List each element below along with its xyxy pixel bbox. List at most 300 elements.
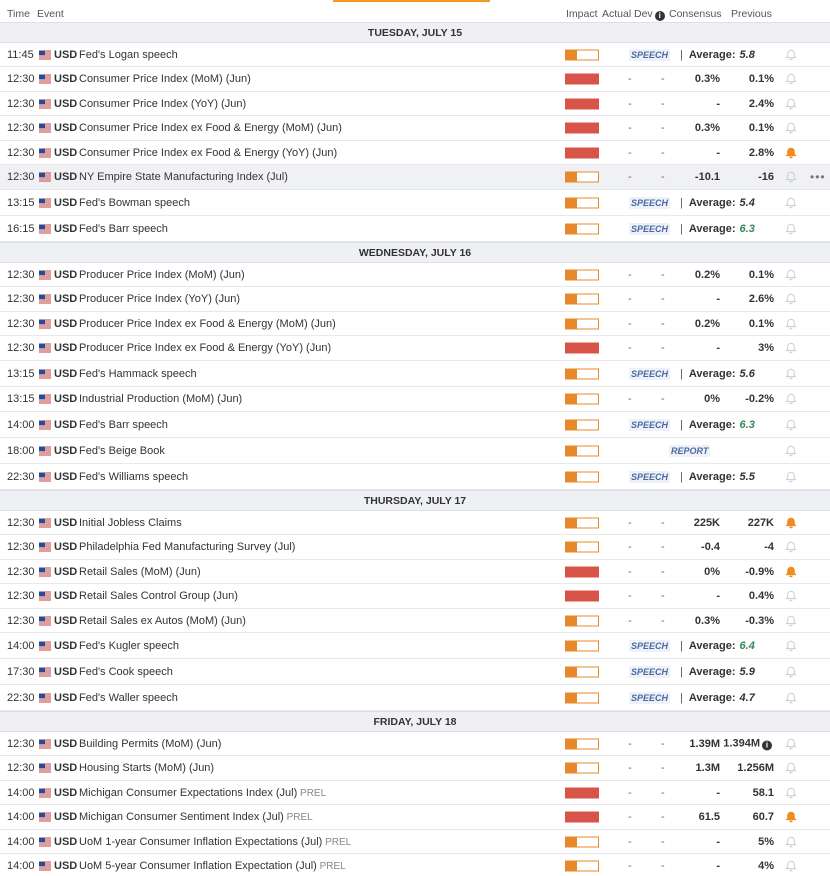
currency-code: USD [54, 665, 78, 678]
previous-value: 60.7 [752, 811, 774, 823]
table-header [0, 4, 830, 24]
impact-segment [587, 518, 598, 527]
us-flag-icon [39, 543, 51, 552]
impact-segment [587, 837, 598, 846]
impact-indicator [565, 692, 599, 703]
us-flag-icon [39, 518, 51, 527]
previous-value: 3% [758, 342, 774, 354]
separator: | [680, 48, 683, 61]
separator: | [680, 196, 683, 209]
bell-icon-active[interactable] [785, 517, 797, 529]
bell-icon-active[interactable] [785, 811, 797, 823]
event-name[interactable]: Retail Sales (MoM) (Jun) [79, 565, 201, 578]
bell-icon[interactable] [785, 762, 797, 774]
actual-value: - [628, 122, 632, 134]
event-row[interactable] [0, 584, 830, 609]
impact-indicator [565, 98, 599, 109]
impact-segment [566, 667, 577, 676]
impact-indicator [565, 394, 599, 405]
us-flag-icon [39, 837, 51, 846]
bell-icon[interactable] [785, 590, 797, 602]
event-name[interactable]: Fed's Cook speech [79, 665, 173, 678]
speech-tag: SPEECH [631, 419, 669, 430]
separator: | [680, 665, 683, 678]
actual-value: - [628, 811, 632, 823]
previous-value: 5% [758, 835, 774, 848]
us-flag-icon [39, 319, 51, 328]
header-dev-label: Dev [634, 8, 653, 20]
impact-segment [566, 395, 577, 404]
impact-segment [587, 472, 598, 481]
currency-code: USD [54, 762, 78, 774]
average-label: Average: [688, 418, 736, 431]
impact-segment [577, 198, 588, 207]
impact-segment [577, 446, 588, 455]
event-row[interactable] [0, 387, 830, 412]
event-time: 12:30 [7, 73, 35, 85]
report-tag: REPORT [671, 445, 709, 456]
impact-indicator [565, 787, 599, 798]
deviation-value: - [661, 97, 665, 110]
average-value: 5.9 [739, 665, 755, 678]
event-row[interactable] [0, 438, 830, 464]
average-label: Average: [688, 367, 736, 380]
currency-code: USD [54, 614, 78, 627]
event-name[interactable]: Initial Jobless Claims [79, 516, 182, 529]
event-row[interactable] [0, 830, 830, 854]
header-dev[interactable] [634, 8, 665, 21]
impact-indicator [565, 368, 599, 379]
impact-segment [566, 543, 577, 552]
event-row[interactable] [0, 336, 830, 361]
currency-code: USD [54, 48, 78, 61]
active-tab-indicator [333, 0, 490, 2]
event-row[interactable] [0, 609, 830, 633]
currency-code: USD [54, 516, 78, 529]
event-row[interactable] [0, 659, 830, 685]
impact-segment [577, 739, 588, 748]
bell-icon[interactable] [785, 640, 797, 652]
impact-segment [587, 270, 598, 279]
impact-segment [566, 472, 577, 481]
currency-code: USD [54, 122, 78, 134]
average-rating [680, 368, 755, 380]
impact-segment [566, 764, 577, 773]
bell-icon[interactable] [785, 836, 797, 848]
consensus-value: -10.1 [694, 171, 720, 183]
event-time: 18:00 [7, 444, 35, 457]
previous-value: 1.256M [737, 762, 774, 774]
event-row[interactable] [0, 781, 830, 805]
actual-value: - [628, 541, 632, 553]
bell-icon[interactable] [785, 223, 797, 235]
event-time: 13:15 [7, 196, 35, 209]
impact-segment [566, 420, 577, 429]
preliminary-label: PREL [316, 861, 346, 872]
event-row[interactable] [0, 535, 830, 560]
impact-segment [577, 224, 588, 233]
event-row[interactable] [0, 685, 830, 711]
previous-value: -4 [764, 541, 774, 553]
bell-icon[interactable] [785, 445, 797, 457]
speech-tag: SPEECH [631, 471, 669, 482]
event-row[interactable] [0, 464, 830, 490]
event-name[interactable]: Retail Sales ex Autos (MoM) (Jun) [79, 614, 246, 627]
consensus-value: - [716, 835, 720, 848]
separator: | [680, 222, 683, 235]
event-name[interactable]: Consumer Price Index (MoM) (Jun) [79, 73, 251, 85]
header-event[interactable]: Event [37, 8, 64, 20]
event-name[interactable]: Consumer Price Index ex Food & Energy (YoY) (Jun) [79, 146, 338, 159]
event-time: 12:30 [7, 590, 35, 602]
event-name[interactable]: Consumer Price Index (YoY) (Jun) [79, 97, 247, 110]
header-impact[interactable]: Impact [566, 8, 598, 20]
event-time: 12:30 [7, 614, 35, 627]
us-flag-icon [39, 764, 51, 773]
impact-indicator [565, 591, 599, 602]
actual-value: - [628, 293, 632, 305]
event-name[interactable]: Housing Starts (MoM) (Jun) [79, 762, 215, 774]
event-name[interactable]: Fed's Logan speech [79, 48, 178, 61]
previous-value: 0.4% [748, 590, 774, 602]
speech-tag: SPEECH [631, 666, 669, 677]
bell-icon[interactable] [785, 318, 797, 330]
event-row[interactable] [0, 756, 830, 781]
event-time: 12:30 [7, 171, 35, 183]
average-value: 5.4 [739, 196, 755, 209]
impact-segment [577, 543, 588, 552]
event-row[interactable] [0, 805, 830, 830]
event-time: 12:30 [7, 565, 35, 578]
event-row[interactable] [0, 732, 830, 756]
event-row[interactable] [0, 263, 830, 287]
event-name[interactable]: UoM 5-year Consumer Inflation Expectation (Jul) PREL [79, 860, 346, 872]
average-value: 5.5 [739, 470, 755, 483]
impact-indicator [565, 615, 599, 626]
average-label: Average: [688, 691, 736, 704]
currency-code: USD [54, 470, 78, 483]
average-rating [680, 223, 755, 235]
event-time: 16:15 [7, 222, 35, 235]
event-time: 14:00 [7, 860, 35, 872]
us-flag-icon [39, 224, 51, 233]
event-row[interactable] [0, 165, 830, 190]
event-time: 13:15 [7, 393, 35, 405]
impact-segment [566, 198, 577, 207]
bell-icon[interactable] [785, 197, 797, 209]
actual-value: - [628, 565, 632, 578]
event-row[interactable] [0, 141, 830, 165]
impact-segment [577, 420, 588, 429]
impact-segment [566, 862, 577, 871]
deviation-value: - [661, 393, 665, 405]
impact-segment [577, 837, 588, 846]
preliminary-label: PREL [283, 812, 313, 823]
us-flag-icon [39, 99, 51, 108]
actual-value: - [628, 171, 632, 183]
impact-segment [577, 173, 588, 182]
bell-icon-active[interactable] [785, 566, 797, 578]
consensus-value: - [716, 786, 720, 799]
impact-segment [566, 224, 577, 233]
bell-icon[interactable] [785, 666, 797, 678]
impact-indicator [565, 542, 599, 553]
event-name[interactable]: Producer Price Index (YoY) (Jun) [79, 293, 240, 305]
deviation-value: - [661, 860, 665, 872]
event-row[interactable] [0, 511, 830, 535]
impact-indicator [565, 172, 599, 183]
average-rating [680, 419, 755, 431]
more-options-icon[interactable]: ••• [810, 170, 826, 184]
event-row[interactable] [0, 43, 830, 67]
event-name[interactable]: Consumer Price Index ex Food & Energy (MoM) (Jun) [79, 122, 342, 134]
event-name[interactable]: Michigan Consumer Expectations Index (Jul) PREL [79, 786, 327, 799]
impact-segment [566, 641, 577, 650]
average-label: Average: [688, 48, 736, 61]
average-rating [680, 666, 755, 678]
event-row[interactable] [0, 633, 830, 659]
deviation-value: - [661, 762, 665, 774]
average-label: Average: [688, 222, 736, 235]
currency-code: USD [54, 811, 78, 823]
actual-value: - [628, 786, 632, 799]
bell-icon[interactable] [785, 73, 797, 85]
header-previous[interactable]: Previous [731, 8, 772, 20]
event-name[interactable]: Fed's Barr speech [79, 418, 168, 431]
actual-value: - [628, 146, 632, 159]
header-time[interactable]: Time [7, 8, 30, 20]
deviation-value: - [661, 614, 665, 627]
previous-value: 227K [747, 516, 774, 529]
event-row[interactable] [0, 67, 830, 92]
event-row[interactable] [0, 116, 830, 141]
previous-value: -0.9% [745, 565, 774, 578]
speech-tag: SPEECH [631, 368, 669, 379]
bell-icon[interactable] [785, 49, 797, 61]
event-name[interactable]: Fed's Bowman speech [79, 196, 190, 209]
us-flag-icon [39, 75, 51, 84]
impact-segment [587, 224, 598, 233]
impact-segment [587, 616, 598, 625]
impact-segment [577, 295, 588, 304]
average-value: 6.3 [739, 222, 755, 235]
event-time: 22:30 [7, 470, 35, 483]
event-name[interactable]: Building Permits (MoM) (Jun) [79, 737, 222, 750]
impact-segment [566, 446, 577, 455]
event-time: 14:00 [7, 835, 35, 848]
deviation-value: - [661, 516, 665, 529]
consensus-value: - [716, 293, 720, 305]
event-row[interactable] [0, 412, 830, 438]
event-name[interactable]: NY Empire State Manufacturing Index (Jul) [79, 171, 288, 183]
us-flag-icon [39, 616, 51, 625]
consensus-value: 0.3% [694, 73, 720, 85]
us-flag-icon [39, 148, 51, 157]
event-row[interactable] [0, 854, 830, 876]
impact-segment [577, 319, 588, 328]
previous-value: -0.3% [745, 614, 774, 627]
bell-icon[interactable] [785, 269, 797, 281]
average-label: Average: [688, 470, 736, 483]
event-name[interactable]: Michigan Consumer Sentiment Index (Jul) PREL [79, 811, 313, 823]
deviation-value: - [661, 317, 665, 330]
event-name[interactable]: Philadelphia Fed Manufacturing Survey (Jul) [79, 541, 296, 553]
bell-icon[interactable] [785, 541, 797, 553]
event-row[interactable] [0, 92, 830, 116]
impact-segment [587, 50, 598, 59]
event-name[interactable]: Retail Sales Control Group (Jun) [79, 590, 238, 602]
average-rating [680, 49, 755, 61]
bell-icon[interactable] [785, 293, 797, 305]
actual-value: - [628, 97, 632, 110]
previous-value: 2.6% [748, 293, 774, 305]
currency-code: USD [54, 196, 78, 209]
impact-segment [577, 369, 588, 378]
event-name[interactable]: UoM 1-year Consumer Inflation Expectations (Jul) PREL [79, 835, 352, 848]
event-row[interactable] [0, 361, 830, 387]
previous-value: 0.1% [748, 122, 774, 134]
bell-icon[interactable] [785, 860, 797, 872]
actual-value: - [628, 762, 632, 774]
us-flag-icon [39, 446, 51, 455]
event-name[interactable]: Fed's Barr speech [79, 222, 168, 235]
impact-segment [587, 693, 598, 702]
us-flag-icon [39, 198, 51, 207]
event-name[interactable]: Fed's Hammack speech [79, 367, 197, 380]
event-name[interactable]: Industrial Production (MoM) (Jun) [79, 393, 243, 405]
event-row[interactable] [0, 287, 830, 312]
impact-segment [587, 764, 598, 773]
bell-icon[interactable] [785, 393, 797, 405]
bell-icon-active[interactable] [785, 147, 797, 159]
us-flag-icon [39, 862, 51, 871]
event-name[interactable]: Producer Price Index ex Food & Energy (MoM) (Jun) [79, 317, 336, 330]
us-flag-icon [39, 641, 51, 650]
us-flag-icon [39, 395, 51, 404]
event-name[interactable]: Fed's Waller speech [79, 691, 178, 704]
event-name[interactable]: Fed's Williams speech [79, 470, 189, 483]
bell-icon[interactable] [785, 615, 797, 627]
previous-value: 1.394M i [723, 737, 772, 750]
impact-segment [587, 198, 598, 207]
average-value: 5.8 [739, 48, 755, 61]
info-icon[interactable]: i [762, 740, 772, 750]
us-flag-icon [39, 567, 51, 576]
us-flag-icon [39, 693, 51, 702]
event-row[interactable] [0, 312, 830, 336]
average-label: Average: [688, 665, 736, 678]
impact-indicator [565, 123, 599, 134]
event-row[interactable] [0, 560, 830, 584]
bell-icon[interactable] [785, 171, 797, 183]
impact-indicator [565, 640, 599, 651]
consensus-value: 225K [693, 516, 720, 529]
speech-tag: SPEECH [631, 223, 669, 234]
impact-segment [587, 420, 598, 429]
impact-segment [577, 395, 588, 404]
bell-icon[interactable] [785, 368, 797, 380]
consensus-value: - [716, 146, 720, 159]
impact-indicator [565, 861, 599, 872]
event-name[interactable]: Fed's Kugler speech [79, 639, 179, 652]
us-flag-icon [39, 420, 51, 429]
bell-icon[interactable] [785, 342, 797, 354]
actual-value: - [628, 860, 632, 872]
impact-segment [587, 862, 598, 871]
actual-value: - [628, 614, 632, 627]
impact-segment [566, 369, 577, 378]
event-time: 11:45 [7, 48, 34, 61]
event-time: 12:30 [7, 541, 35, 553]
event-time: 12:30 [7, 342, 35, 354]
impact-segment [566, 295, 577, 304]
event-name[interactable]: Producer Price Index (MoM) (Jun) [79, 268, 245, 281]
event-name[interactable]: Fed's Beige Book [79, 444, 165, 457]
bell-icon[interactable] [785, 738, 797, 750]
impact-indicator [565, 197, 599, 208]
currency-code: USD [54, 860, 78, 872]
event-row[interactable] [0, 216, 830, 242]
bell-icon[interactable] [785, 122, 797, 134]
event-time: 14:00 [7, 811, 35, 823]
event-name[interactable]: Producer Price Index ex Food & Energy (YoY) (Jun) [79, 342, 332, 354]
impact-indicator [565, 49, 599, 60]
consensus-value: - [716, 97, 720, 110]
bell-icon[interactable] [785, 98, 797, 110]
impact-indicator [565, 343, 599, 354]
separator: | [680, 418, 683, 431]
event-row[interactable] [0, 190, 830, 216]
impact-segment [587, 369, 598, 378]
event-time: 12:30 [7, 97, 35, 110]
consensus-value: -0.4 [701, 541, 720, 553]
impact-indicator [565, 812, 599, 823]
consensus-value: - [716, 590, 720, 602]
event-time: 12:30 [7, 122, 35, 134]
header-actual[interactable]: Actual [602, 8, 632, 20]
consensus-value: 0% [704, 565, 720, 578]
previous-value: 0.1% [748, 317, 774, 330]
preliminary-label: PREL [322, 836, 352, 848]
deviation-value: - [661, 146, 665, 159]
bell-icon[interactable] [785, 692, 797, 704]
header-consensus[interactable]: Consensus [669, 8, 722, 20]
bell-icon[interactable] [785, 471, 797, 483]
consensus-value: 0.2% [694, 317, 720, 330]
deviation-value: - [661, 342, 665, 354]
impact-segment [587, 319, 598, 328]
currency-code: USD [54, 444, 78, 457]
impact-segment [566, 50, 577, 59]
impact-segment [587, 739, 598, 748]
actual-value: - [628, 73, 632, 85]
bell-icon[interactable] [785, 419, 797, 431]
currency-code: USD [54, 171, 78, 183]
deviation-value: - [661, 835, 665, 848]
deviation-value: - [661, 786, 665, 799]
us-flag-icon [39, 295, 51, 304]
bell-icon[interactable] [785, 787, 797, 799]
previous-value: 4% [758, 860, 774, 872]
consensus-value: 0.3% [694, 614, 720, 627]
actual-value: - [628, 737, 632, 750]
consensus-value: 1.3M [695, 762, 720, 774]
average-label: Average: [688, 639, 736, 652]
impact-segment [566, 518, 577, 527]
impact-segment [577, 518, 588, 527]
us-flag-icon [39, 592, 51, 601]
info-icon[interactable]: i [655, 11, 665, 21]
